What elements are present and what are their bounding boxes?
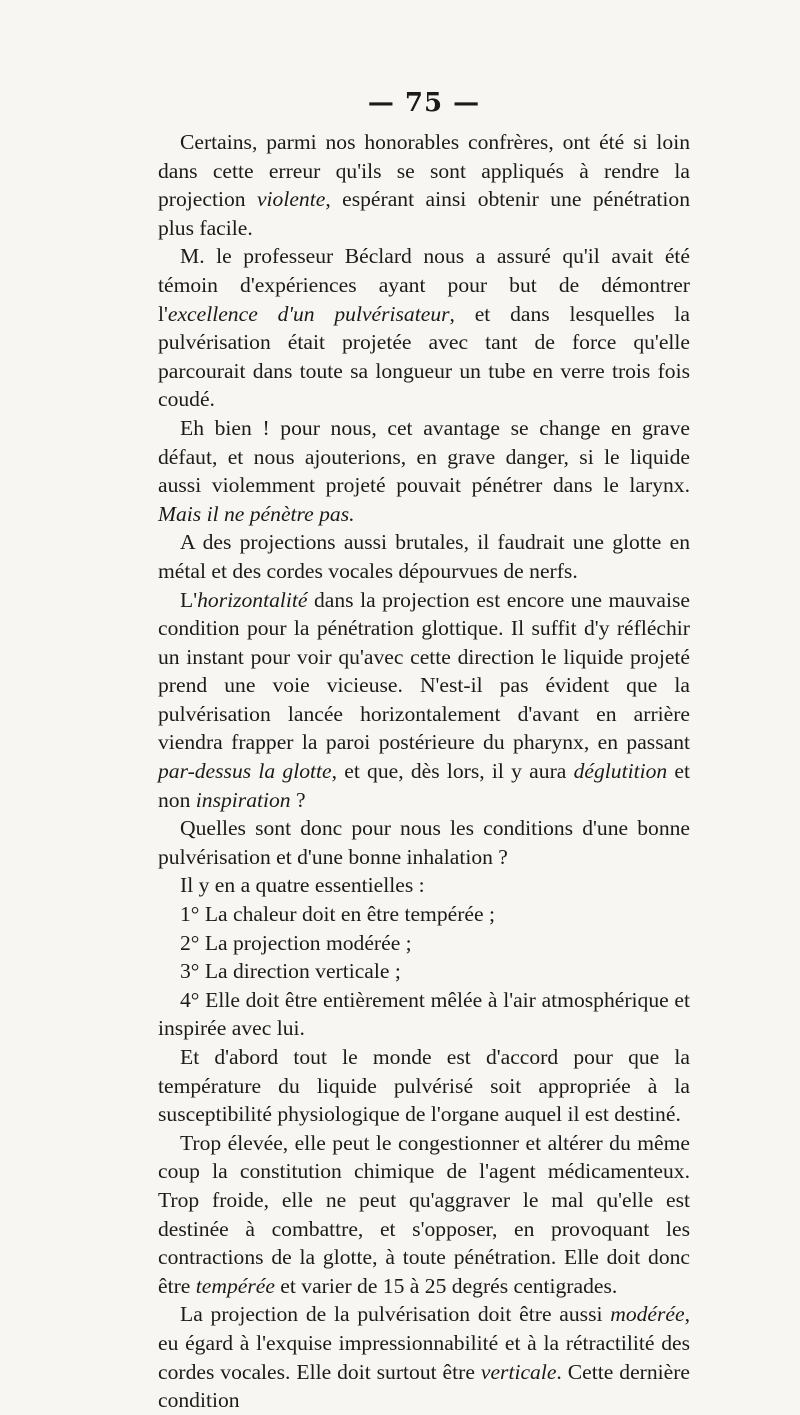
- italic-run: inspiration: [195, 787, 291, 812]
- text-run: Trop élevée, elle peut le congestionner et altérer du même coup la constitution chimique de l'agent médicamenteux. Trop froide, elle ne peut qu'aggraver le mal qu'elle est destinée à combattre, et s'opposer, en provoquant les contractions de la glotte, à toute pénétration. Elle doit donc être: [158, 1130, 690, 1298]
- text-run: 1° La chaleur doit en être tempérée ;: [180, 902, 495, 927]
- paragraph: [158, 986, 690, 1043]
- text-run: . Cette dernière condition: [158, 1359, 691, 1413]
- italic-run: tempérée: [195, 1273, 275, 1298]
- italic-run: excellence d'un pulvérisateur: [167, 301, 450, 326]
- text-run: , et dans lesquelles la pulvérisation était projetée avec tant de force qu'elle parcourait dans toute sa longueur un tube en verre trois fois coudé.: [158, 301, 690, 412]
- text-run: Il y en a quatre essentielles :: [180, 873, 425, 898]
- italic-run: modérée: [610, 1302, 685, 1327]
- paragraph: [158, 871, 690, 900]
- body-text: [158, 128, 690, 1415]
- paragraph: [158, 1129, 690, 1301]
- paragraph: [158, 929, 690, 958]
- text-run: , et que, dès lors, il y aura: [331, 759, 574, 784]
- text-run: Certains, parmi nos honorables confrères, ont été si loin dans cette erreur qu'ils se sont appliqués à rendre la projection: [158, 130, 690, 212]
- paragraph: [158, 528, 690, 585]
- text-run: Eh bien ! pour nous, cet avantage se change en grave défaut, et nous ajouterions, en grave danger, si le liquide aussi violemment projeté pouvait pénétrer dans le larynx.: [158, 415, 690, 498]
- text-run: L': [180, 587, 198, 612]
- text-run: 4° Elle doit être entièrement mêlée à l'air atmosphérique et inspirée avec lui.: [158, 987, 690, 1041]
- text-run: M. le professeur Béclard nous a assuré qu'il avait été témoin d'expériences ayant pour but de démontrer l': [158, 244, 690, 326]
- paragraph: [158, 128, 690, 242]
- text-run: La projection de la pulvérisation doit être aussi: [180, 1302, 611, 1327]
- paragraph: [158, 1043, 690, 1129]
- text-run: Quelles sont donc pour nous les conditions d'une bonne pulvérisation et d'une bonne inhalation ?: [158, 816, 690, 869]
- paragraph: [158, 242, 690, 414]
- paragraph: [158, 900, 690, 929]
- italic-run: par-dessus la glotte: [158, 759, 332, 784]
- text-run: 3° La direction verticale ;: [180, 959, 401, 984]
- paragraph: [158, 814, 690, 871]
- text-run: Et d'abord tout le monde est d'accord pour que la température du liquide pulvérisé soit appropriée à la susceptibilité physiologique de l'organe auquel il est destiné.: [158, 1045, 690, 1127]
- paragraph: [158, 1300, 690, 1414]
- text-run: , eu égard à l'exquise impressionnabilité et à la rétractilité des cordes vocales. Elle doit surtout être: [158, 1302, 690, 1384]
- paragraph: [158, 957, 690, 986]
- text-run: , espérant ainsi obtenir une pénétration plus facile.: [158, 187, 690, 240]
- italic-run: horizontalité: [197, 587, 308, 612]
- paragraph: [158, 586, 690, 815]
- text-run: dans la projection est encore une mauvaise condition pour la pénétration glottique. Il suffit d'y réfléchir un instant pour voir qu'avec cette direction le liquide projeté prend une voie vicieuse. N'est-il pas évident que la pulvérisation lancée horizontalement d'avant en arrière viendra frapper la paroi postérieure du pharynx, en passant: [158, 587, 690, 755]
- text-run: 2° La projection modérée ;: [180, 930, 412, 955]
- text-run: et non: [158, 759, 690, 812]
- text-run: A des projections aussi brutales, il faudrait une glotte en métal et des cordes vocales dépourvues de nerfs.: [158, 530, 690, 583]
- page-number: — 75 —: [367, 88, 481, 118]
- italic-run: déglutition: [573, 759, 668, 784]
- paragraph: [158, 414, 690, 528]
- italic-run: Mais il ne pénètre pas.: [158, 501, 355, 526]
- text-run: ?: [290, 787, 306, 812]
- italic-run: verticale: [480, 1359, 557, 1384]
- text-run: et varier de 15 à 25 degrés centigrades.: [274, 1273, 618, 1298]
- italic-run: violente: [256, 187, 326, 212]
